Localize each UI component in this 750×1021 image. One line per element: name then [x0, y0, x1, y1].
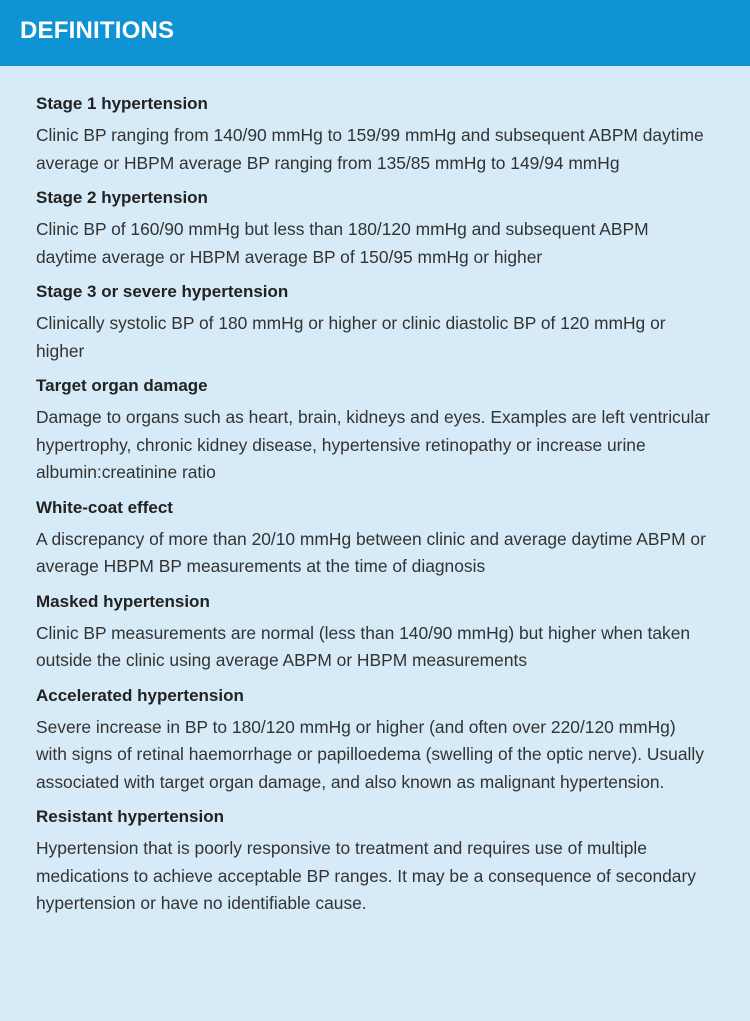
definition-term: Stage 3 or severe hypertension — [36, 282, 289, 301]
definition-masked-hypertension — [36, 590, 710, 675]
definition-description: Damage to organs such as heart, brain, kidneys and eyes. Examples are left ventricular hypertrophy, chronic kidney disease, hypertensive retinopathy or increase urine albumin:creatinine ratio — [36, 407, 710, 482]
definition-description: Clinic BP of 160/90 mmHg but less than 180/120 mmHg and subsequent ABPM daytime average or HBPM average BP of 150/95 mmHg or higher — [36, 219, 649, 267]
definition-target-organ-damage — [36, 374, 710, 487]
definition-stage-3 — [36, 280, 710, 365]
definition-description: A discrepancy of more than 20/10 mmHg between clinic and average daytime ABPM or average HBPM BP measurements at the time of diagnosis — [36, 528, 706, 576]
header-title: DEFINITIONS — [20, 17, 175, 44]
definition-term: Stage 1 hypertension — [36, 94, 208, 113]
definition-description: Clinic BP ranging from 140/90 mmHg to 159/99 mmHg and subsequent ABPM daytime average or HBPM average BP ranging from 135/85 mmHg to 149/94 mmHg — [36, 125, 704, 173]
definition-accelerated-hypertension — [36, 684, 710, 797]
definition-stage-2 — [36, 186, 710, 271]
definitions-header — [0, 0, 750, 66]
definition-description: Hypertension that is poorly responsive to treatment and requires use of multiple medications to achieve acceptable BP ranges. It may be a consequence of secondary hypertension or have no identifiable cause. — [36, 838, 696, 913]
definition-resistant-hypertension — [36, 805, 710, 918]
definition-term: White-coat effect — [36, 497, 173, 517]
definition-term: Stage 2 hypertension — [36, 188, 208, 207]
definition-white-coat-effect — [36, 496, 710, 581]
definition-term: Accelerated hypertension — [36, 685, 244, 705]
definition-description: Clinic BP measurements are normal (less than 140/90 mmHg) but higher when taken outside the clinic using average ABPM or HBPM measurements — [36, 622, 691, 670]
definition-description: Severe increase in BP to 180/120 mmHg or higher (and often over 220/120 mmHg) with signs of retinal haemorrhage or papilloedema (swelling of the optic nerve). Usually associated with target organ damage, and also known as malignant hypertension. — [36, 716, 704, 792]
definition-term: Target organ damage — [36, 376, 208, 395]
definition-term: Resistant hypertension — [36, 807, 224, 826]
definition-stage-1 — [36, 92, 710, 177]
definitions-list — [0, 66, 750, 918]
definition-term: Masked hypertension — [36, 591, 210, 611]
definition-description: Clinically systolic BP of 180 mmHg or higher or clinic diastolic BP of 120 mmHg or higher — [36, 313, 666, 361]
